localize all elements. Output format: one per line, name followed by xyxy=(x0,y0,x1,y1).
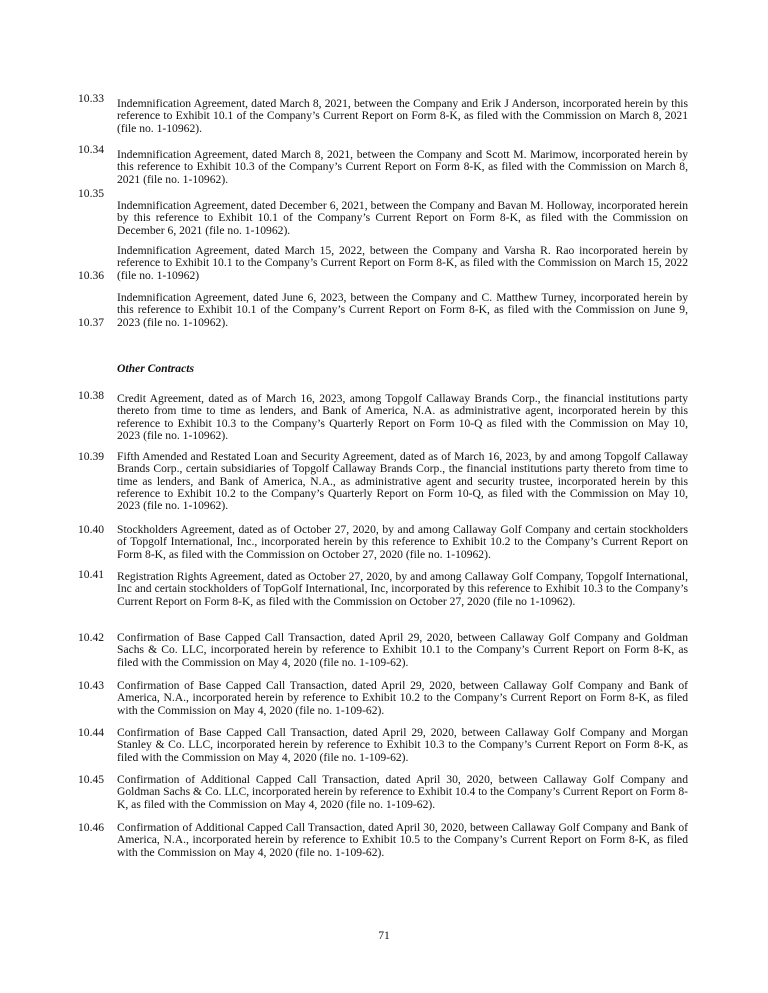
exhibit-number: 10.46 xyxy=(78,821,105,834)
exhibit-description: Indemnification Agreement, dated March 8, 2021, between the Company and Erik J Anderson, incorporated herein by this reference to Exhibit 10.1 of the Company’s Current Report on Form 8-K, as filed with the Commission on March 8, 2021 (file no. 1-10962). xyxy=(117,97,688,135)
exhibit-description: Fifth Amended and Restated Loan and Security Agreement, dated as of March 16, 2023, by and among Topgolf Callaway Brands Corp., certain subsidiaries of Topgolf Callaway Brands Corp., the financial institutions party thereto from time to time as lenders, and Bank of America, N.A., as administrative agent and security trustee, incorporated herein by this reference to Exhibit 10.2 to the Company’s Quarterly Report on Form 10-Q, as filed with the Commission on May 10, 2023 (file no. 1-10962). xyxy=(117,450,688,513)
exhibit-description: Confirmation of Base Capped Call Transaction, dated April 29, 2020, between Callaway Golf Company and Goldman Sachs & Co. LLC, incorporated herein by reference to Exhibit 10.1 to the Company’s Current Report on Form 8-K, as filed with the Commission on May 4, 2020 (file no. 1-109-62). xyxy=(117,631,688,669)
exhibit-description: Indemnification Agreement, dated March 15, 2022, between the Company and Varsha R. Rao incorporated herein by reference to Exhibit 10.1 to the Company’s Current Report on Form 8-K, as filed with the Commission on March 15, 2022 (file no. 1-10962) xyxy=(117,244,688,282)
exhibit-description: Confirmation of Base Capped Call Transaction, dated April 29, 2020, between Callaway Golf Company and Morgan Stanley & Co. LLC, incorporated herein by reference to Exhibit 10.3 to the Company’s Current Report on Form 8-K, as filed with the Commission on May 4, 2020 (file no. 1-109-62). xyxy=(117,726,688,764)
exhibit-number: 10.38 xyxy=(78,389,105,402)
exhibit-description: Stockholders Agreement, dated as of October 27, 2020, by and among Callaway Golf Company and certain stockholders of Topgolf International, Inc., incorporated herein by this reference to Exhibit 10.2 to the Company’s Current Report on Form 8-K, as filed with the Commission on October 27, 2020 (file no. 1-10962). xyxy=(117,523,688,561)
exhibit-number: 10.33 xyxy=(78,92,105,105)
exhibit-number: 10.39 xyxy=(78,450,105,463)
exhibit-description: Indemnification Agreement, dated June 6, 2023, between the Company and C. Matthew Turney, incorporated herein by this reference to Exhibit 10.1 of the Company’s Current Report on Form 8-K, as filed with the Commission on June 9, 2023 (file no. 1-10962). xyxy=(117,291,688,329)
exhibit-number: 10.35 xyxy=(78,187,105,200)
exhibit-description: Registration Rights Agreement, dated as October 27, 2020, by and among Callaway Golf Company, Topgolf International, Inc and certain stockholders of TopGolf International, Inc, incorporated by this reference to Exhibit 10.3 to the Company’s Current Report on Form 8-K, as filed with the Commission on October 27, 2020 (file no 1-10962). xyxy=(117,570,688,608)
section-heading: Other Contracts xyxy=(117,362,194,375)
exhibit-number: 10.36 xyxy=(78,269,105,282)
exhibit-number: 10.37 xyxy=(78,316,105,329)
exhibit-number: 10.34 xyxy=(78,143,105,156)
exhibit-description: Credit Agreement, dated as of March 16, 2023, among Topgolf Callaway Brands Corp., the financial institutions party thereto from time to time as lenders, and Bank of America, N.A. as administrative agent, incorporated herein by this reference to Exhibit 10.3 to the Company’s Quarterly Report on Form 10-Q as filed with the Commission on May 10, 2023 (file no. 1-10962). xyxy=(117,392,688,442)
exhibit-number: 10.43 xyxy=(78,679,105,692)
exhibit-number: 10.41 xyxy=(78,568,105,581)
exhibit-description: Confirmation of Base Capped Call Transaction, dated April 29, 2020, between Callaway Golf Company and Bank of America, N.A., incorporated herein by reference to Exhibit 10.2 to the Company’s Current Report on Form 8-K, as filed with the Commission on May 4, 2020 (file no. 1-109-62). xyxy=(117,679,688,717)
exhibit-description: Confirmation of Additional Capped Call Transaction, dated April 30, 2020, between Callaway Golf Company and Bank of America, N.A., incorporated herein by reference to Exhibit 10.5 to the Company’s Current Report on Form 8-K, as filed with the Commission on May 4, 2020 (file no. 1-109-62). xyxy=(117,821,688,859)
exhibit-number: 10.42 xyxy=(78,631,105,644)
exhibit-number: 10.44 xyxy=(78,726,105,739)
page-number: 71 xyxy=(378,929,390,942)
exhibit-description: Indemnification Agreement, dated December 6, 2021, between the Company and Bavan M. Holloway, incorporated herein by this reference to Exhibit 10.1 of the Company’s Current Report on Form 8-K, as filed with the Commission on December 6, 2021 (file no. 1-10962). xyxy=(117,199,688,237)
exhibit-description: Confirmation of Additional Capped Call Transaction, dated April 30, 2020, between Callaway Golf Company and Goldman Sachs & Co. LLC, incorporated herein by reference to Exhibit 10.4 to the Company’s Current Report on Form 8-K, as filed with the Commission on May 4, 2020 (file no. 1-109-62). xyxy=(117,773,688,811)
exhibit-number: 10.45 xyxy=(78,773,105,786)
exhibit-number: 10.40 xyxy=(78,523,105,536)
exhibit-description: Indemnification Agreement, dated March 8, 2021, between the Company and Scott M. Marimow, incorporated herein by this reference to Exhibit 10.3 of the Company’s Current Report on Form 8-K, as filed with the Commission on March 8, 2021 (file no. 1-10962). xyxy=(117,148,688,186)
